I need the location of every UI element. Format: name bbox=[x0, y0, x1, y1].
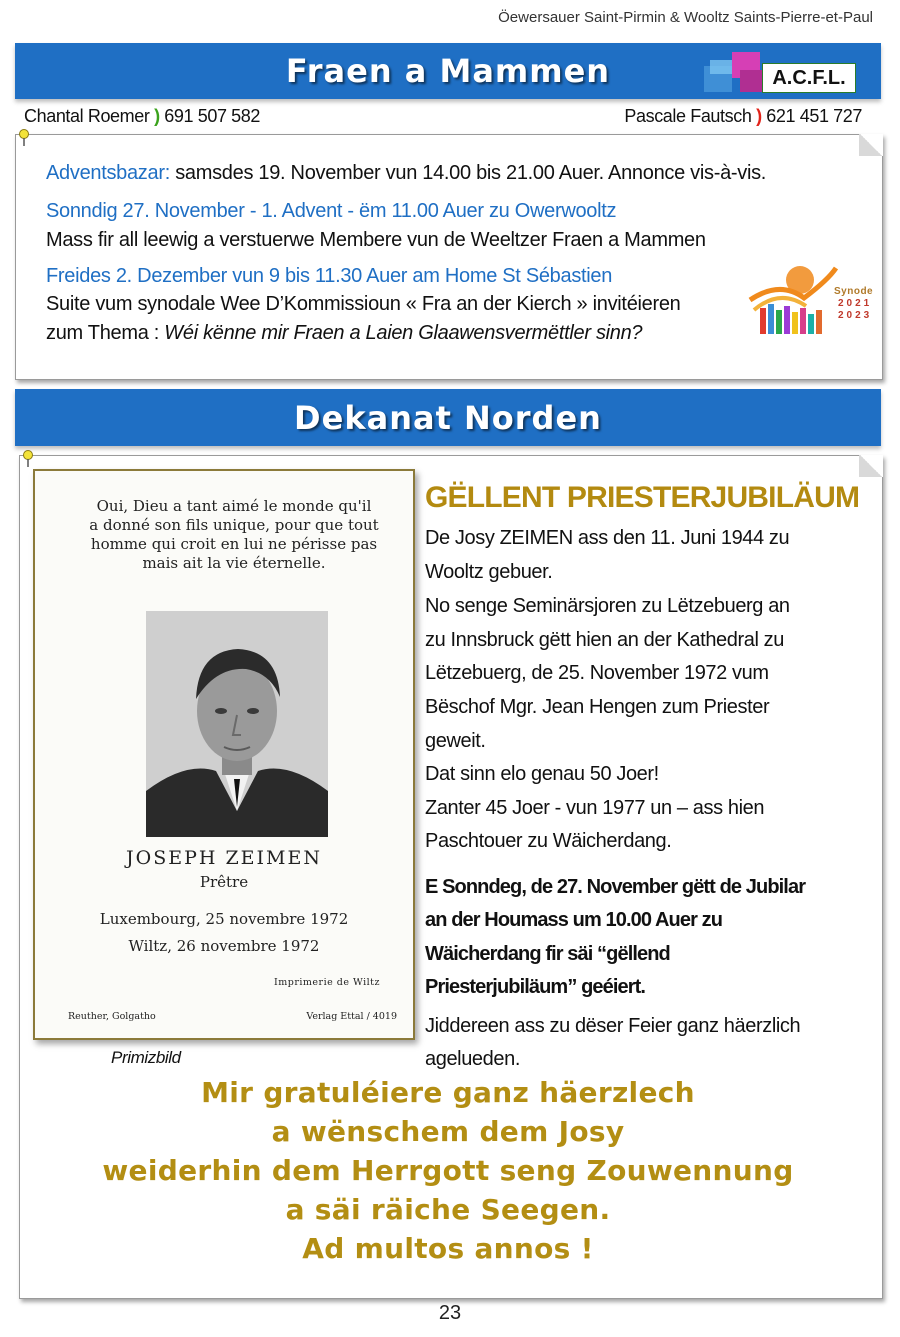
card-date: Luxembourg, 25 novembre 1972 bbox=[99, 910, 349, 928]
article-line: agelueden. bbox=[425, 1048, 520, 1070]
phone-icon: ) bbox=[154, 106, 160, 126]
article-line: Bëschof Mgr. Jean Hengen zum Priester bbox=[425, 696, 770, 718]
synode-year: 2021 bbox=[838, 298, 873, 309]
verse-line: Oui, Dieu a tant aimé le monde qu'il bbox=[96, 497, 372, 515]
section-title: Dekanat Norden bbox=[294, 398, 602, 437]
article-bold-line: Priesterjubiläum” geéiert. bbox=[425, 976, 646, 998]
verse-line: a donné son fils unique, pour que tout bbox=[89, 516, 379, 534]
article-line: geweit. bbox=[425, 730, 486, 752]
phone-icon: ) bbox=[756, 106, 762, 126]
item-heading: Freides 2. Dezember vun 9 bis 11.30 Auer am Home St Sébastien bbox=[46, 265, 613, 287]
article-bold-line: an der Houmass um 10.00 Auer zu bbox=[425, 909, 723, 931]
running-header: Öewersauer Saint-Pirmin & Wooltz Saints-Pierre-et-Paul bbox=[498, 9, 873, 26]
verse-line: mais ait la vie éternelle. bbox=[142, 554, 326, 572]
card-role: Prêtre bbox=[199, 873, 249, 891]
verse-line: homme qui croit en lui ne périsse pas bbox=[90, 535, 378, 553]
contact-phone: 621 451 727 bbox=[766, 106, 862, 126]
article-line: Lëtzebuerg, de 25. November 1972 vum bbox=[425, 662, 769, 684]
image-caption: Primizbild bbox=[111, 1048, 181, 1067]
article-title: GËLLENT PRIESTERJUBILÄUM bbox=[425, 481, 860, 514]
card-date: Wiltz, 26 novembre 1972 bbox=[128, 937, 320, 955]
greeting-line: Mir gratuléiere ganz häerzlech bbox=[201, 1076, 695, 1109]
article-bold-line: Wäicherdang fir säi “gëllend bbox=[425, 943, 670, 965]
pushpin-icon bbox=[22, 450, 34, 468]
synode-label: Synode bbox=[834, 286, 874, 297]
article-line: Paschtouer zu Wäicherdang. bbox=[425, 830, 672, 852]
card-credit: Verlag Ettal / 4019 bbox=[306, 1011, 397, 1022]
card-printer: Imprimerie de Wiltz bbox=[274, 977, 380, 988]
greeting-line: a wënschem dem Josy bbox=[271, 1115, 625, 1148]
section-title: Fraen a Mammen bbox=[285, 52, 611, 90]
primiz-card bbox=[33, 469, 415, 1040]
logo-text: A.C.F.L. bbox=[762, 63, 856, 93]
page-curl bbox=[859, 455, 883, 477]
pushpin-icon bbox=[18, 129, 30, 147]
contact-name: Pascale Fautsch bbox=[624, 106, 752, 126]
card-verse bbox=[75, 497, 393, 573]
item-text: Suite vum synodale Wee D’Kommissioun « Fra an der Kierch » invitéieren bbox=[46, 293, 681, 315]
announcement-box bbox=[15, 134, 883, 380]
contact-name: Chantal Roemer bbox=[24, 106, 150, 126]
contact-left bbox=[24, 106, 260, 127]
greeting bbox=[15, 1073, 881, 1268]
article-line: Jiddereen ass zu dëser Feier ganz häerzlich bbox=[425, 1015, 801, 1037]
item-heading: Sonndig 27. November - 1. Advent - ëm 11.00 Auer zu Owerwooltz bbox=[46, 200, 617, 222]
article-bold-line: E Sonndeg, de 27. November gëtt de Jubilar bbox=[425, 876, 806, 898]
article-line: zu Innsbruck gëtt hien an der Kathedral zu bbox=[425, 629, 784, 651]
synode-logo bbox=[740, 260, 876, 340]
article-line: No senge Seminärsjoren zu Lëtzebuerg an bbox=[425, 595, 790, 617]
article-line: Zanter 45 Joer - vun 1977 un – ass hien bbox=[425, 797, 765, 819]
item-text-topic bbox=[46, 322, 642, 345]
item-text: Mass fir all leewig a verstuerwe Membere vun de Weeltzer Fraen a Mammen bbox=[46, 229, 706, 251]
item-text: samsdes 19. November vun 14.00 bis 21.00 Auer. Annonce vis-à-vis. bbox=[169, 162, 767, 184]
item-adventsbazar bbox=[46, 162, 766, 185]
contacts-row bbox=[24, 106, 862, 130]
card-name: JOSEPH ZEIMEN bbox=[126, 847, 322, 869]
priest-portrait bbox=[146, 611, 328, 837]
page-curl bbox=[859, 134, 883, 156]
article-line: Dat sinn elo genau 50 Joer! bbox=[425, 763, 659, 785]
article-line: De Josy ZEIMEN ass den 11. Juni 1944 zu bbox=[425, 527, 790, 549]
topic-title: Wéi kënne mir Fraen a Laien Glaawensvermëttler sinn? bbox=[164, 322, 643, 344]
greeting-line: a säi räiche Seegen. bbox=[285, 1193, 611, 1226]
card-credit: Reuther, Golgatho bbox=[68, 1011, 156, 1022]
acfl-logo bbox=[702, 50, 858, 95]
contact-phone: 691 507 582 bbox=[164, 106, 260, 126]
topic-label: zum Thema : bbox=[46, 322, 165, 344]
contact-right bbox=[624, 106, 862, 127]
greeting-line: weiderhin dem Herrgott seng Zouwennung bbox=[102, 1154, 794, 1187]
greeting-line: Ad multos annos ! bbox=[302, 1232, 594, 1265]
synode-year: 2023 bbox=[838, 310, 873, 321]
page-number: 23 bbox=[438, 1302, 462, 1324]
article-line: Wooltz gebuer. bbox=[425, 561, 553, 583]
section-banner-dekanat bbox=[15, 389, 881, 446]
item-heading: Adventsbazar: bbox=[46, 162, 170, 184]
